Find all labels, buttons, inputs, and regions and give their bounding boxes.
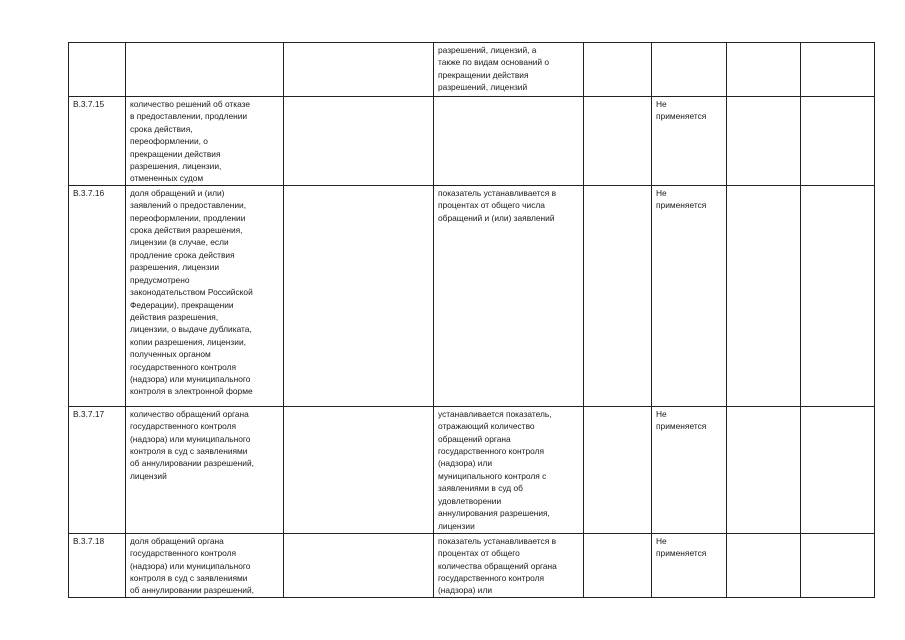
empty-cell bbox=[284, 406, 434, 533]
table-row bbox=[69, 97, 875, 186]
table-row bbox=[69, 185, 875, 406]
status-cell: Не применяется bbox=[652, 97, 727, 186]
indicator-code: В.3.7.15 bbox=[69, 97, 126, 186]
table-row bbox=[69, 406, 875, 533]
empty-cell bbox=[727, 406, 801, 533]
table-row bbox=[69, 533, 875, 597]
empty-cell bbox=[284, 97, 434, 186]
empty-cell bbox=[801, 43, 875, 97]
indicator-name: доля обращений и (или) заявлений о предоставлении, переоформлении, продлении срока действия разрешения, лицензии (в случае, если продление срока действия разрешения, лицензии предусмотрено законодательством Российской Федерации), прекращении действия разрешения, лицензии, о выдаче дубликата, копии разрешения, лицензии, полученных органом государственного контроля (надзора) или муниципального контроля в электронной форме bbox=[126, 185, 284, 406]
empty-cell bbox=[727, 97, 801, 186]
indicators-table bbox=[68, 42, 875, 598]
indicator-code: В.3.7.17 bbox=[69, 406, 126, 533]
indicator-description: устанавливается показатель, отражающий количество обращений органа государственного контроля (надзора) или муниципального контроля с заявлениями в суд об удовлетворении аннулирования разрешения, лицензии bbox=[434, 406, 584, 533]
indicator-name bbox=[126, 43, 284, 97]
indicator-code: В.3.7.18 bbox=[69, 533, 126, 597]
status-cell: Не применяется bbox=[652, 406, 727, 533]
empty-cell bbox=[801, 406, 875, 533]
table-row bbox=[69, 43, 875, 97]
status-cell: Не применяется bbox=[652, 185, 727, 406]
empty-cell bbox=[584, 185, 652, 406]
empty-cell bbox=[801, 185, 875, 406]
status-cell bbox=[652, 43, 727, 97]
indicator-description: разрешений, лицензий, а также по видам оснований о прекращении действия разрешений, лицензий bbox=[434, 43, 584, 97]
indicator-name: количество решений об отказе в предоставлении, продлении срока действия, переоформлении, о прекращении действия разрешения, лицензии, отмененных судом bbox=[126, 97, 284, 186]
indicator-name: доля обращений органа государственного контроля (надзора) или муниципального контроля в суд с заявлениями об аннулировании разрешений, bbox=[126, 533, 284, 597]
empty-cell bbox=[284, 185, 434, 406]
empty-cell bbox=[584, 43, 652, 97]
indicator-description: показатель устанавливается в процентах от общего количества обращений органа государственного контроля (надзора) или bbox=[434, 533, 584, 597]
empty-cell bbox=[584, 97, 652, 186]
empty-cell bbox=[801, 97, 875, 186]
empty-cell bbox=[584, 533, 652, 597]
empty-cell bbox=[284, 533, 434, 597]
empty-cell bbox=[584, 406, 652, 533]
indicator-name: количество обращений органа государственного контроля (надзора) или муниципального контроля в суд с заявлениями об аннулировании разрешений, лицензий bbox=[126, 406, 284, 533]
indicator-code bbox=[69, 43, 126, 97]
indicator-description bbox=[434, 97, 584, 186]
empty-cell bbox=[727, 185, 801, 406]
indicator-code: В.3.7.16 bbox=[69, 185, 126, 406]
empty-cell bbox=[727, 533, 801, 597]
empty-cell bbox=[284, 43, 434, 97]
indicator-description: показатель устанавливается в процентах от общего числа обращений и (или) заявлений bbox=[434, 185, 584, 406]
empty-cell bbox=[801, 533, 875, 597]
status-cell: Не применяется bbox=[652, 533, 727, 597]
empty-cell bbox=[727, 43, 801, 97]
